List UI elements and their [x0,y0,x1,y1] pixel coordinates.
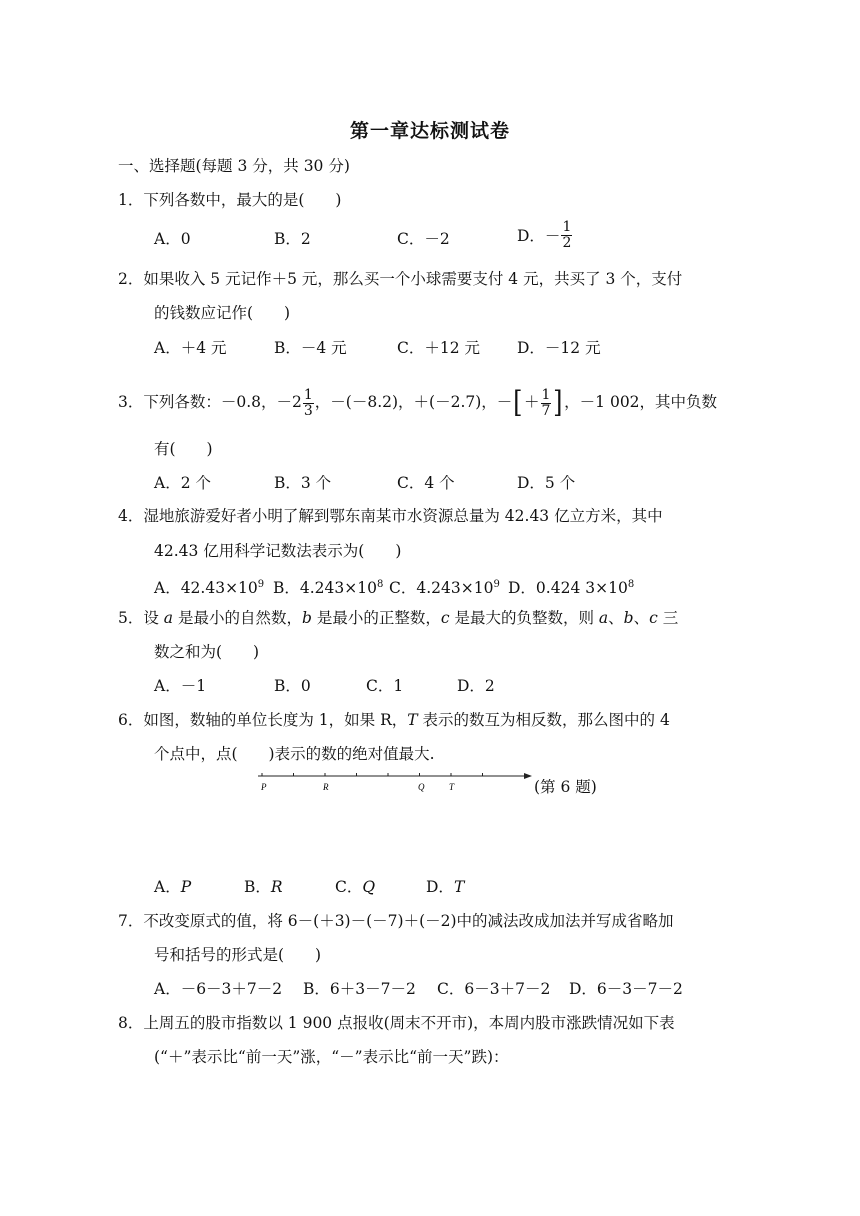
point-label-r: R [323,782,329,792]
q5-option-c: C．1 [366,677,404,695]
q3-option-b: B．3 个 [274,474,332,492]
q5-text: 是最大的负整数，则 [449,609,599,627]
q6-option-prefix: B． [244,878,271,896]
point-label-p: P [261,782,267,792]
fraction-numerator: 1 [303,386,313,403]
q3-fraction-1 [303,388,314,419]
q4-d-base: D．0.424 3×10 [508,579,628,597]
q4-a-base: A．42.43×10 [154,579,258,597]
q2-option-c: C．＋12 元 [397,339,481,357]
question-6-line-2: 个点中，点( )表示的数的绝对值最大. [154,745,435,763]
q6-option-prefix: C． [335,878,363,896]
point-label-q: Q [418,782,425,792]
q2-option-d: D．－12 元 [517,339,601,357]
fraction-numerator: 1 [562,219,572,235]
q6-option-c [335,876,375,898]
question-5-line-1 [118,607,678,629]
q3-text-part-1: 3．下列各数：－0.8，－2 [118,393,302,411]
question-5-line-2: 数之和为( ) [154,643,260,661]
q1-option-a: A．0 [154,230,191,248]
q7-option-d: D．6－3－7－2 [569,980,683,998]
q3-fraction-2 [541,388,552,419]
q1-option-d [517,220,573,251]
question-7-line-1: 7．不改变原式的值，将 6－(＋3)－(－7)＋(－2)中的减法改成加法并写成省略加 [118,912,674,930]
point-label-t: T [449,782,455,792]
q5-separator: 、 [633,609,650,627]
question-7-line-2: 号和括号的形式是( ) [154,946,322,964]
q1-option-c: C．－2 [397,230,450,248]
q3-option-c: C．4 个 [397,474,455,492]
question-8-line-1: 8．上周五的股市指数以 1 900 点报收(周末不开市)，本周内股市涨跌情况如下表 [118,1014,675,1032]
arrow-icon [524,773,532,779]
q6-option-a [154,876,191,898]
q3-option-d: D．5 个 [517,474,576,492]
q6-option-d [426,876,464,898]
q1-option-d-prefix: D．－ [517,226,561,245]
q5-text: 是最小的自然数， [173,609,302,627]
q6-text: 6．如图，数轴的单位长度为 1，如果 R， [118,711,408,729]
right-bracket-icon: ] [553,385,563,420]
q6-option-prefix: A． [154,878,181,896]
q6-option-b [244,876,283,898]
fraction-denominator: 2 [562,235,572,251]
question-4-line-2: 42.43 亿用科学记数法表示为( ) [154,542,402,560]
question-4-line-1: 4．湿地旅游爱好者小明了解到鄂东南某市水资源总量为 42.43 亿立方米，其中 [118,507,663,525]
q5-option-d: D．2 [457,677,495,695]
q6-option-var: T [453,878,465,896]
left-bracket-icon: [ [513,385,523,420]
q4-c-exponent: 9 [493,579,500,590]
q1-fraction [561,220,572,251]
q3-option-a: A．2 个 [154,474,211,492]
q6-text: 表示的数互为相反数，那么图中的 4 [417,711,670,729]
q4-c-base: C．4.243×10 [389,579,494,597]
q3-text-part-3: ，－1 002，其中负数 [564,393,718,411]
q5-option-a: A．－1 [154,677,207,695]
variable-c: c [440,609,450,627]
q2-option-a: A．＋4 元 [154,339,227,357]
q4-option-b [273,574,383,599]
question-3-line-2: 有( ) [154,440,213,458]
q5-text: 三 [657,609,679,627]
q4-b-exponent: 8 [376,579,384,590]
q4-d-exponent: 8 [627,579,635,590]
q7-option-a: A．－6－3＋7－2 [154,980,283,998]
page-title: 第一章达标测试卷 [349,120,510,142]
q5-option-b: B．0 [274,677,311,695]
section-heading: 一、选择题(每题 3 分，共 30 分) [118,157,350,175]
figure-caption: (第 6 题) [534,778,597,796]
fraction-numerator: 1 [541,386,551,403]
q5-separator: 、 [608,609,624,627]
question-1-stem: 1．下列各数中，最大的是( ) [118,191,342,209]
question-3-line-1 [118,384,717,420]
q7-option-b: B．6＋3－7－2 [303,980,416,998]
q6-option-var: R [270,878,283,896]
q3-text-part-2: ，－(－8.2)，＋(－2.7)，－ [314,393,513,411]
q5-text: 是最小的正整数， [311,609,441,627]
q6-option-var: P [180,878,192,896]
q6-option-var: Q [362,878,376,896]
q6-option-prefix: D． [426,878,454,896]
q7-option-c: C．6－3＋7－2 [437,980,551,998]
q1-option-b: B．2 [274,230,311,248]
variable-a: a [598,609,609,627]
variable-a: a [163,609,174,627]
variable-b: b [301,609,312,627]
question-6-line-1 [118,709,670,731]
question-2-line-1: 2．如果收入 5 元记作＋5 元，那么买一个小球需要支付 4 元，共买了 3 个，支付 [118,270,683,288]
fraction-denominator: 7 [541,402,551,419]
q2-option-b: B．－4 元 [274,339,347,357]
q4-b-base: B．4.243×10 [273,579,377,597]
variable-b: b [623,609,634,627]
q5-text: 5．设 [118,609,164,627]
q4-option-d [508,574,634,599]
variable-t: T [407,711,418,729]
fraction-denominator: 3 [303,402,313,419]
variable-c: c [649,609,658,627]
q4-a-exponent: 9 [257,579,265,590]
q4-option-c [389,574,500,599]
q4-option-a [154,574,264,599]
q3-bracket-sign: ＋ [524,393,540,411]
question-8-line-2: (“＋”表示比“前一天”涨，“－”表示比“前一天”跌)： [154,1048,509,1066]
question-2-line-2: 的钱数应记作( ) [154,304,291,322]
